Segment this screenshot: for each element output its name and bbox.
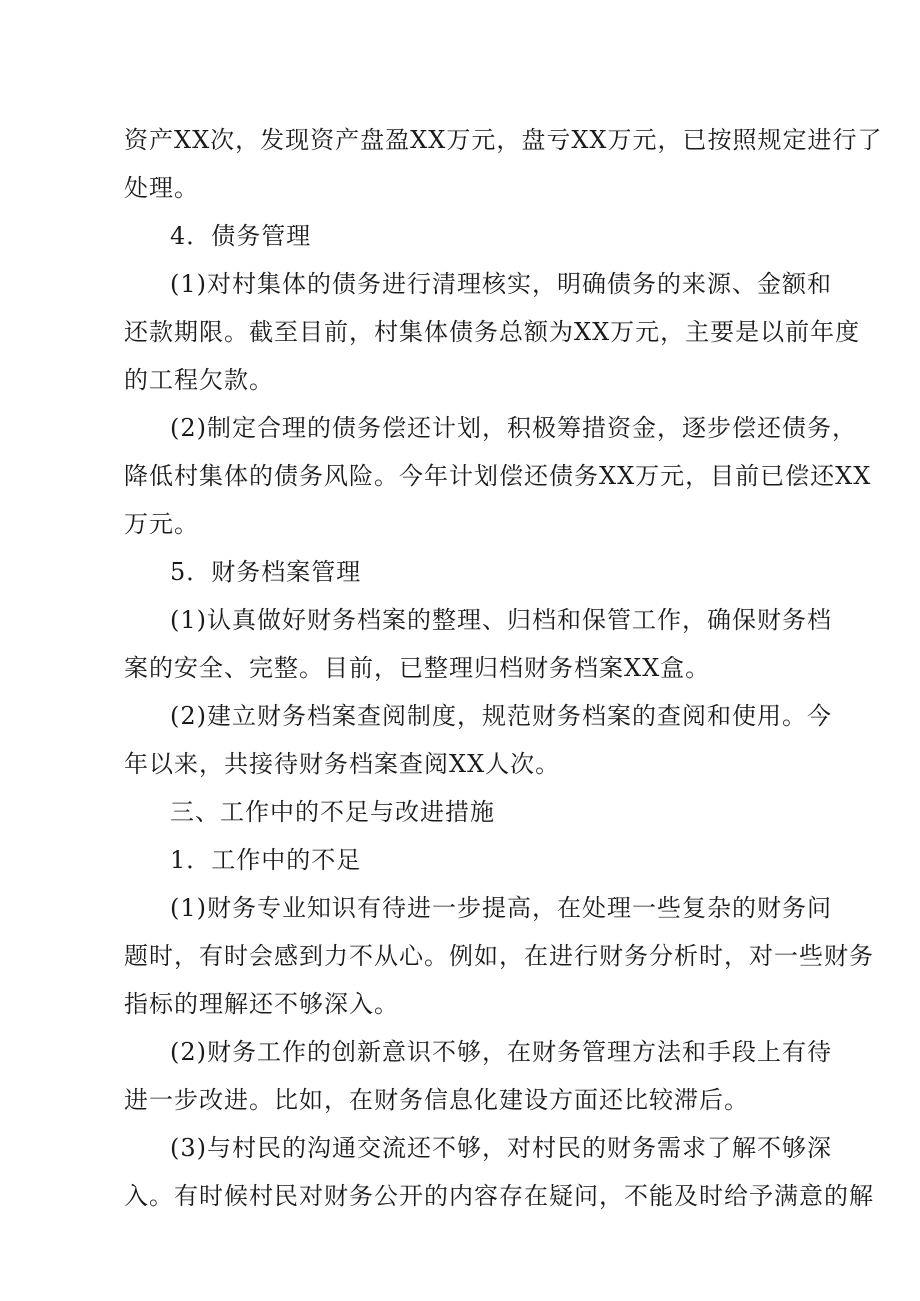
paragraph-line: 年以来，共接待财务档案查阅XX人次。 [124,750,561,778]
section-heading: 三、工作中的不足与改进措施 [170,798,495,826]
section-heading: 1．工作中的不足 [170,846,362,874]
paragraph-line: (1)对村集体的债务进行清理核实，明确债务的来源、金额和 [170,270,832,298]
paragraph-line: 降低村集体的债务风险。今年计划偿还债务XX万元，目前已偿还XX [124,462,872,490]
paragraph-line: 案的安全、完整。目前，已整理归档财务档案XX盒。 [124,654,711,682]
paragraph-line: 指标的理解还不够深入。 [124,990,399,1018]
paragraph-line: 题时，有时会感到力不从心。例如，在进行财务分析时，对一些财务 [124,942,874,970]
paragraph-line: (3)与村民的沟通交流还不够，对村民的财务需求了解不够深 [170,1134,832,1162]
paragraph-line: 入。有时候村民对财务公开的内容存在疑问，不能及时给予满意的解 [124,1182,874,1210]
paragraph-line: (2)财务工作的创新意识不够，在财务管理方法和手段上有待 [170,1038,832,1066]
section-heading: 4．债务管理 [170,222,312,250]
paragraph-line: 的工程欠款。 [124,366,274,394]
paragraph-line: (2)建立财务档案查阅制度，规范财务档案的查阅和使用。今 [170,702,832,730]
paragraph-line: (2)制定合理的债务偿还计划，积极筹措资金，逐步偿还债务， [170,414,857,442]
paragraph-line: 进一步改进。比如，在财务信息化建设方面还比较滞后。 [124,1086,749,1114]
paragraph-line: 还款期限。截至目前，村集体债务总额为XX万元，主要是以前年度 [124,318,861,346]
section-heading: 5．财务档案管理 [170,558,362,586]
paragraph-line: 万元。 [124,510,199,538]
paragraph-line: 资产XX次，发现资产盘盈XX万元，盘亏XX万元，已按照规定进行了 [124,126,883,154]
paragraph-line: 处理。 [124,174,199,202]
paragraph-line: (1)认真做好财务档案的整理、归档和保管工作，确保财务档 [170,606,832,634]
paragraph-line: (1)财务专业知识有待进一步提高，在处理一些复杂的财务问 [170,894,832,922]
